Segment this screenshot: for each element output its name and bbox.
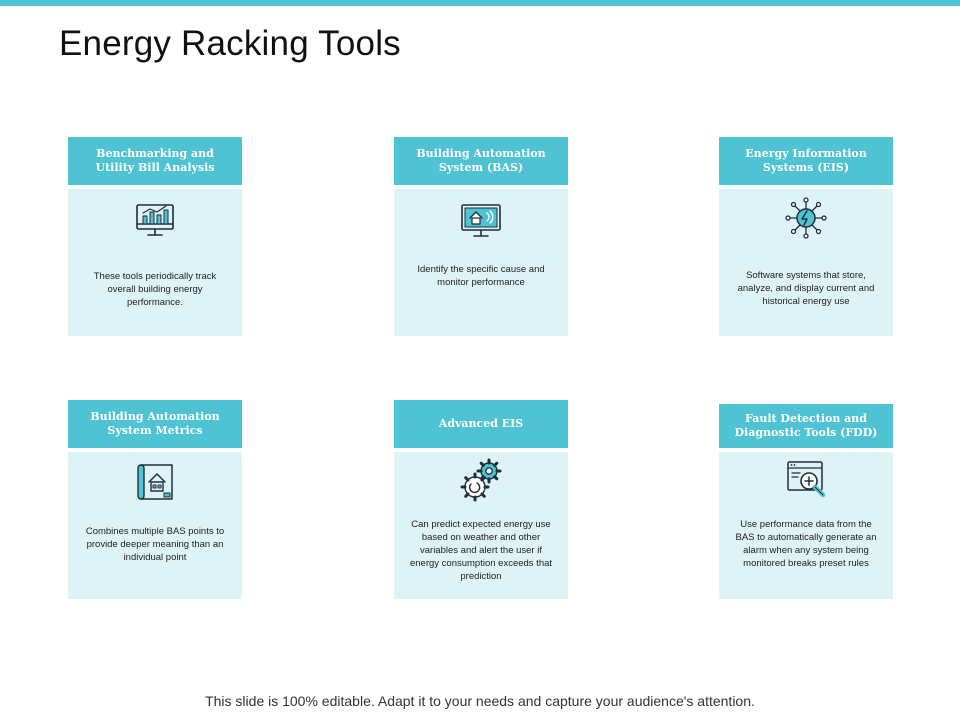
card-header: Building Automation System (BAS) <box>394 137 568 185</box>
card-benchmarking <box>68 137 242 336</box>
card-body <box>68 189 242 336</box>
card-header: Fault Detection and Diagnostic Tools (FDD) <box>719 404 893 448</box>
card-body <box>394 189 568 336</box>
card-eis <box>719 137 893 336</box>
card-body <box>68 452 242 599</box>
card-header: Building Automation System Metrics <box>68 400 242 448</box>
monitor-chart-icon <box>132 197 178 243</box>
card-body <box>394 452 568 599</box>
card-body <box>719 189 893 336</box>
card-description: Can predict expected energy use based on weather and other variables and alert the user if energy consumption exceeds that prediction <box>409 519 553 582</box>
footer-note: This slide is 100% editable. Adapt it to your needs and capture your audience's attention. <box>205 693 755 709</box>
card-body <box>719 452 893 599</box>
card-bas <box>394 137 568 336</box>
card-header: Advanced EIS <box>394 400 568 448</box>
browser-magnifier-icon <box>783 457 829 503</box>
card-description: Software systems that store, analyze, and display current and historical energy use <box>737 270 875 307</box>
card-advanced-eis <box>394 400 568 599</box>
card-description: Identify the specific cause and monitor performance <box>417 264 545 288</box>
circuit-energy-chip-icon <box>783 195 829 241</box>
monitor-smart-home-icon <box>458 197 504 243</box>
gears-icon <box>458 457 504 503</box>
card-description: Use performance data from the BAS to automatically generate an alarm when any system being monitored breaks preset rules <box>735 519 877 569</box>
top-accent-bar <box>0 0 960 6</box>
blueprint-house-icon <box>132 459 178 505</box>
card-header: Energy Information Systems (EIS) <box>719 137 893 185</box>
card-fdd <box>719 404 893 599</box>
card-bas-metrics <box>68 400 242 599</box>
card-description: These tools periodically track overall building energy performance. <box>93 271 217 308</box>
card-description: Combines multiple BAS points to provide deeper meaning than an individual point <box>85 526 225 563</box>
card-header: Benchmarking and Utility Bill Analysis <box>68 137 242 185</box>
page-title: Energy Racking Tools <box>59 24 401 63</box>
